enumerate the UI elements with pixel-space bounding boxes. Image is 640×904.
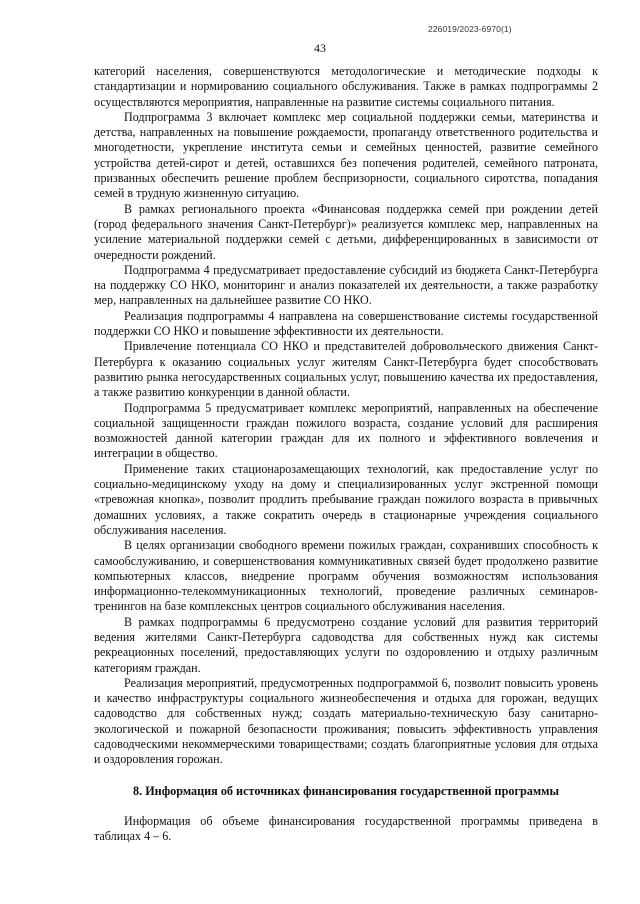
document-id: 226019/2023-6970(1) (428, 24, 512, 34)
paragraph-11: Реализация мероприятий, предусмотренных подпрограммой 6, позволит повысить уровень и качество инфраструктуры социального жизнеобеспечения и отдыха для горожан, ведущих садоводство для собственных нужд; создать материально-техническую базу санитарно-экологической и пожарной безопасности проживания; повысить эффективность управления садоводческими некоммерческими товариществами; создать благоприятные условия для отдыха и оздоровления горожан. (94, 675, 598, 767)
section-heading: 8. Информация об источниках финансирования государственной программы (133, 783, 559, 798)
paragraph-3: В рамках регионального проекта «Финансовая поддержка семей при рождении детей (город федерального значения Санкт-Петербург)» реализуется комплекс мер, направленных на усиление материальной поддержки семей с детьми, дифференцированных в зависимости от очередности рождений. (94, 201, 598, 262)
paragraph-6: Привлечение потенциала СО НКО и представителей добровольческого движения Санкт-Петербурга к оказанию социальных услуг жителям Санкт-Петербурга будет способствовать развитию рынка негосударственных социальных услуг, повышению качества их предоставления, а также развитию конкуренции в данной области. (94, 339, 598, 400)
paragraph-7: Подпрограмма 5 предусматривает комплекс мероприятий, направленных на обеспечение социальной защищенности граждан пожилого возраста, создание условий для расширения возможностей данной категории граждан для их полного и эффективного вовлечения и интеграции в общество. (94, 400, 598, 461)
paragraph-9: В целях организации свободного времени пожилых граждан, сохранивших способность к самообслуживанию, и совершенствования коммуникативных связей будет продолжено развитие компьютерных классов, внедрение программ обучения возможностям использования информационно-телекоммуникационных технологий, проведение различных семинаров-тренингов на базе комплексных центров социального обслуживания населения. (94, 538, 598, 614)
document-body (94, 64, 598, 845)
paragraph-5: Реализация подпрограммы 4 направлена на совершенствование системы государственной поддержки СО НКО и повышение эффективности их деятельности. (94, 308, 598, 339)
paragraph-1: категорий населения, совершенствуются методологические и методические подходы к стандартизации и нормированию социального обслуживания. Также в рамках подпрограммы 2 осуществляются мероприятия, направленные на развитие системы социального питания. (94, 64, 598, 109)
paragraph-2: Подпрограмма 3 включает комплекс мер социальной поддержки семьи, материнства и детства, направленных на повышение рождаемости, пропаганду ответственного родительства и многодетности, укрепление института семьи и семейных ценностей, развитие семейного устройства детей-сирот и детей, оставшихся без попечения родителей, семейного патроната, призванных обеспечить решение проблем беспризорности, социального сиротства, попадания семей в трудную жизненную ситуацию. (94, 109, 598, 201)
closing-paragraph: Информация об объеме финансирования государственной программы приведена в таблицах 4 – 6. (94, 813, 598, 844)
page-number: 43 (314, 41, 326, 55)
paragraph-10: В рамках подпрограммы 6 предусмотрено создание условий для развития территорий ведения жителями Санкт-Петербурга садоводства для собственных нужд как системы рекреационных поселений, предоставляющих услуги по оздоровлению и отдыху различным категориям граждан. (94, 614, 598, 675)
paragraph-8: Применение таких стационарозамещающих технологий, как предоставление услуг по социально-медицинскому уходу на дому и специализированных услуг экстренной помощи «тревожная кнопка», позволит продлить пребывание граждан пожилого возраста в привычных домашних условиях, а также сократить очередь в стационарные учреждения социального обслуживания населения. (94, 461, 598, 537)
paragraph-4: Подпрограмма 4 предусматривает предоставление субсидий из бюджета Санкт-Петербурга на поддержку СО НКО, мониторинг и анализ показателей их деятельности, а также разработку мер, направленных на дальнейшее развитие СО НКО. (94, 262, 598, 308)
